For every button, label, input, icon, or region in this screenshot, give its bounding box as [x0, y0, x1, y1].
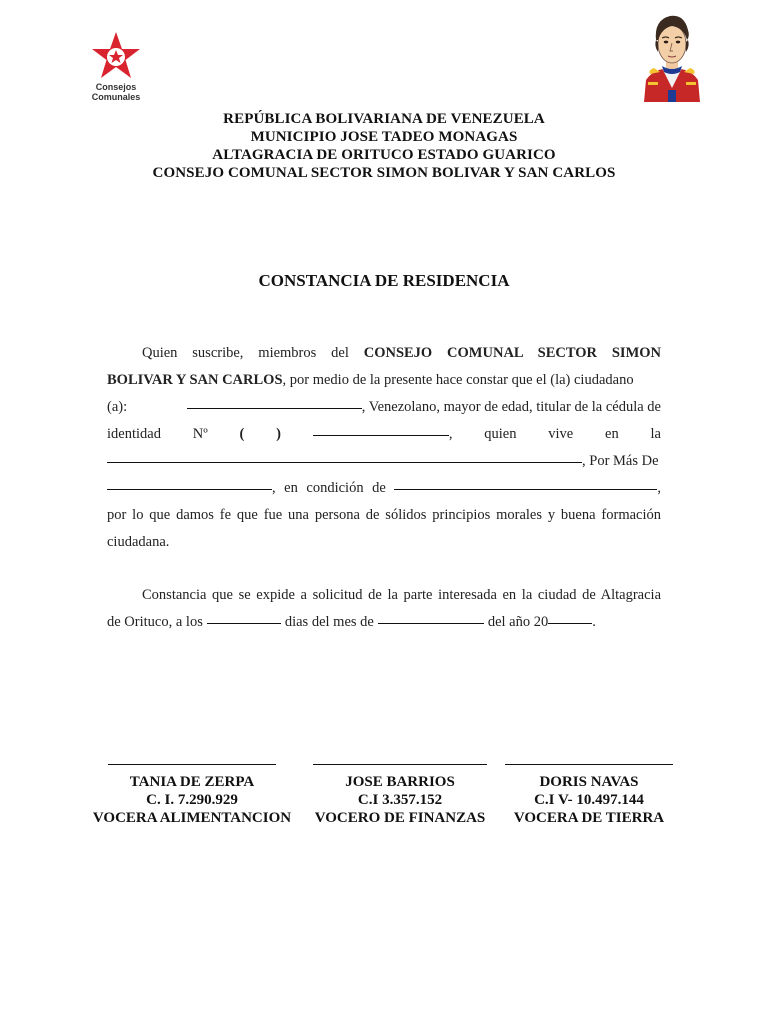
bolivar-portrait-icon [640, 10, 704, 102]
letterhead [0, 110, 768, 182]
header-line-municipio: MUNICIPIO JOSE TADEO MONAGAS [250, 129, 518, 145]
duration-blank[interactable] [107, 475, 272, 490]
day-blank[interactable] [207, 609, 281, 624]
signer-role: VOCERA ALIMENTANCION [92, 810, 292, 826]
logo-text-line1: Consejos [95, 82, 137, 92]
p2-text: Constancia que se expide a solicitud de la parte interesada en la ciudad de Altagracia [142, 587, 661, 603]
header-line-consejo: CONSEJO COMUNAL SECTOR SIMON BOLIVAR Y SAN CARLOS [152, 165, 616, 181]
year-blank[interactable] [548, 609, 592, 624]
p1-text: Quien suscribe, miembros del [142, 345, 349, 361]
p1-line-6 [107, 475, 661, 502]
p1-text: condición [306, 480, 364, 496]
p1-line-8: ciudadana. [107, 534, 170, 550]
p1-text: la [650, 426, 661, 442]
signature-line[interactable] [313, 764, 487, 765]
p1-text: identidad [107, 426, 161, 442]
condition-blank[interactable] [394, 475, 657, 490]
red-star-icon [90, 30, 142, 82]
p1-line-3 [107, 394, 661, 421]
p2-text: dias del mes de [284, 614, 374, 630]
signer-role: VOCERO DE FINANZAS [314, 810, 486, 826]
p1-text: , Venezolano, mayor de edad, titular de la cédula de [361, 399, 661, 415]
month-blank[interactable] [378, 609, 484, 624]
p1-text: ) [276, 426, 282, 442]
p1-consejo-name: CONSEJO COMUNAL SECTOR SIMON [363, 345, 661, 361]
signer-name: JOSE BARRIOS [345, 774, 455, 790]
paragraph-certification [107, 340, 661, 556]
p1-text: , [657, 480, 661, 496]
signature-block [90, 747, 294, 827]
signature-line[interactable] [505, 764, 673, 765]
signer-name: TANIA DE ZERPA [129, 774, 255, 790]
p1-text: (a): [107, 399, 128, 415]
p1-line-5 [107, 448, 661, 475]
document-title: CONSTANCIA DE RESIDENCIA [258, 271, 510, 290]
p2-line-2 [107, 609, 661, 636]
p2-text: del año 20 [487, 614, 549, 630]
citizen-name-blank[interactable] [187, 394, 362, 409]
p1-text: en [284, 480, 298, 496]
p1-line-7: por lo que damos fe que fue una persona de sólidos principios morales y buena formación [107, 507, 661, 523]
signer-ci: C.I 3.357.152 [357, 792, 443, 808]
consejos-comunales-logo [84, 30, 148, 106]
paragraph-issuance [107, 582, 661, 636]
logo-text [84, 82, 148, 102]
p1-text: , [272, 480, 276, 496]
p2-text: . [592, 614, 596, 630]
signer-role: VOCERA DE TIERRA [513, 810, 665, 826]
p1-text: vive [548, 426, 574, 442]
p1-consejo-name-cont: BOLIVAR Y SAN CARLOS [107, 372, 283, 388]
id-number-blank[interactable] [313, 421, 449, 436]
signer-ci: C.I V- 10.497.144 [534, 792, 644, 808]
header-line-republic: REPÚBLICA BOLIVARIANA DE VENEZUELA [223, 111, 545, 127]
p1-text: en [605, 426, 619, 442]
signer-ci: C. I. 7.290.929 [146, 792, 238, 808]
p2-line-1 [107, 582, 661, 609]
p1-text: , por medio de la presente hace constar que el (la) ciudadano [282, 372, 634, 388]
p1-line-4 [107, 421, 661, 448]
signer-name: DORIS NAVAS [539, 774, 639, 790]
signature-block [305, 747, 495, 827]
p2-text: de Orituco, a los [107, 614, 203, 630]
p1-text: , [448, 426, 453, 442]
p1-text: , Por Más De [582, 453, 659, 469]
p1-text: Nº [192, 426, 208, 442]
signature-line[interactable] [108, 764, 276, 765]
p1-text: de [372, 480, 386, 496]
p1-text: ( [239, 426, 245, 442]
signatures [0, 747, 768, 827]
address-blank[interactable] [107, 448, 582, 463]
p1-line-2 [107, 367, 661, 394]
p1-line-1 [107, 340, 661, 367]
p1-text: quien [484, 426, 517, 442]
signature-block [503, 747, 675, 827]
header-line-location: ALTAGRACIA DE ORITUCO ESTADO GUARICO [212, 147, 556, 163]
logo-text-line2: Comunales [91, 92, 141, 102]
